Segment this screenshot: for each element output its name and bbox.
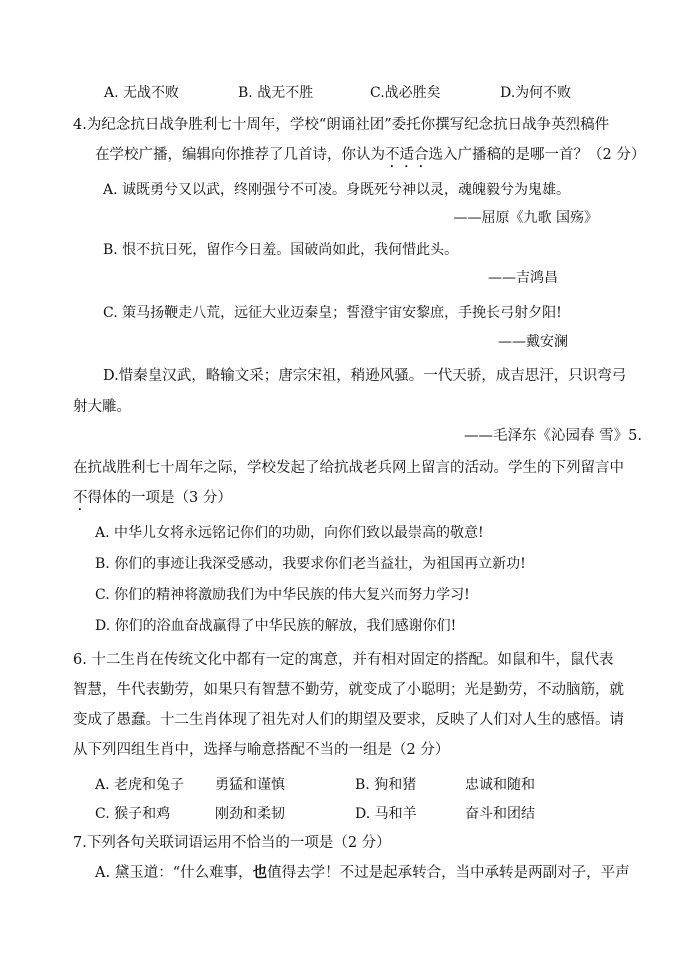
q3-option-b: B. 战无不胜 (238, 85, 314, 101)
q5-option-a: A. 中华儿女将永远铭记你们的功勋，向你们致以最崇高的敬意! (95, 525, 484, 541)
q4-option-b-source: ——吉鸿昌 (488, 270, 558, 286)
q4-option-d-source: ——毛泽东《沁园春 雪》5. (464, 428, 642, 444)
q7-emphasis-ye: 也 (252, 864, 268, 881)
q4-option-d-line2: 射大雕。 (73, 399, 131, 415)
q6-option-a-meaning: 勇猛和谨慎 (215, 777, 285, 793)
q4-emphasis-not-suitable: 不适合 (385, 147, 429, 163)
q4-option-a-source: ——屈原《九歌 国殇》 (453, 210, 598, 226)
q6-option-a-pair: A. 老虎和兔子 (95, 777, 185, 793)
q4-option-d-line1: D.惜秦皇汉武，略输文采；唐宗宋祖，稍逊风骚。一代天骄，成吉思汗，只识弯弓 (103, 368, 627, 384)
q6-option-c-pair: C. 猴子和鸡 (95, 806, 171, 822)
q4-stem-line1: 4.为纪念抗日战争胜利七十周年，学校“朗诵社团”委托你撰写纪念抗日战争英烈稿件 (73, 117, 610, 133)
q4-stem-line2: 在学校广播，编辑向你推荐了几首诗，你认为不适合选入广播稿的是哪一首？（2 分） (95, 147, 646, 163)
q5-stem-line1: 在抗战胜利七十周年之际，学校发起了给抗战老兵网上留言的活动。学生的下列留言中 (73, 460, 624, 476)
q7-stem: 7.下列各句关联词语运用不恰当的一项是（2 分） (73, 835, 391, 851)
q3-option-a: A. 无战不败 (104, 85, 180, 101)
q6-option-d-meaning: 奋斗和团结 (465, 806, 535, 822)
q5-emphasis-not: 不 (73, 490, 88, 506)
q6-line4: 从下列四组生肖中，选择与喻意搭配不当的一组是（2 分） (73, 742, 450, 758)
q5-option-c: C. 你们的精神将激励我们为中华民族的伟大复兴而努力学习! (95, 587, 470, 603)
q6-line3: 变成了愚蠢。十二生肖体现了祖先对人们的期望及要求，反映了人们对人生的感悟。请 (73, 712, 624, 728)
q6-option-b-meaning: 忠诚和随和 (465, 777, 535, 793)
q5-stem-line2: 不得体的一项是（3 分） (73, 490, 232, 506)
q4-option-c: C. 策马扬鞭走八荒，远征大业迈秦皇；誓澄宇宙安黎庶，手挽长弓射夕阳! (103, 305, 562, 321)
q4-option-a: A. 诚既勇兮又以武，终刚强兮不可凌。身既死兮神以灵，魂魄毅兮为鬼雄。 (103, 182, 571, 198)
q4-option-c-source: ——戴安澜 (498, 334, 568, 350)
q7-option-a: A. 黛玉道：“什么难事，也值得去学！不过是起承转合，当中承转是两副对子，平声 (95, 864, 630, 881)
q6-line1: 6. 十二生肖在传统文化中都有一定的寓意，并有相对固定的搭配。如鼠和牛，鼠代表 (73, 652, 614, 668)
q5-option-d: D. 你们的浴血奋战赢得了中华民族的解放，我们感谢你们! (95, 618, 457, 634)
q3-option-c: C.战必胜矣 (370, 85, 441, 101)
q6-option-d-pair: D. 马和羊 (355, 806, 417, 822)
q5-option-b: B. 你们的事迹让我深受感动，我要求你们老当益壮，为祖国再立新功! (95, 556, 526, 572)
q4-option-b: B. 恨不抗日死，留作今日羞。国破尚如此，我何惜此头。 (103, 242, 459, 258)
q3-option-d: D.为何不败 (500, 85, 572, 101)
q6-line2: 智慧，牛代表勤劳，如果只有智慧不勤劳，就变成了小聪明；光是勤劳，不动脑筋，就 (73, 682, 624, 698)
q6-option-b-pair: B. 狗和猪 (355, 777, 417, 793)
q6-option-c-meaning: 刚劲和柔韧 (215, 806, 285, 822)
